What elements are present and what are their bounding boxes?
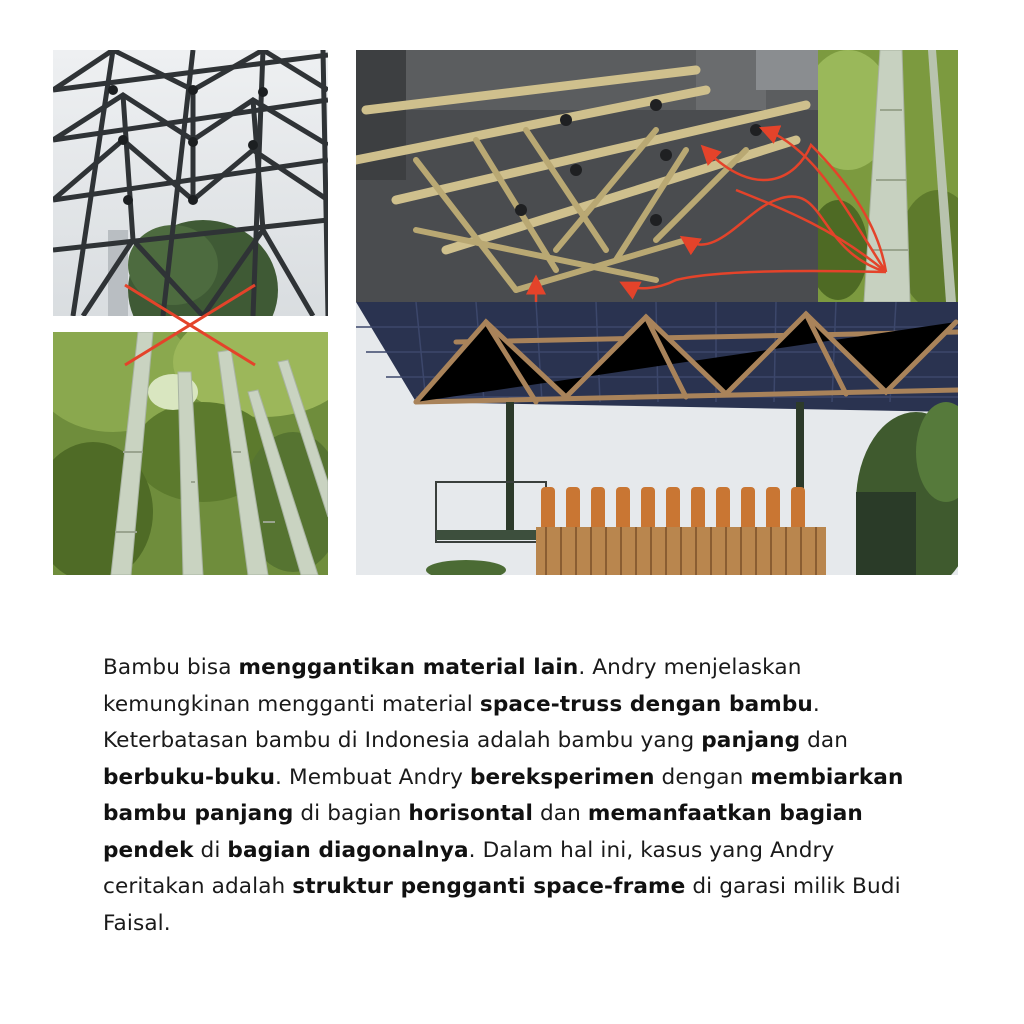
text-segment: . Membuat Andry [275,764,470,790]
bamboo-truss-model-photo [356,50,820,302]
text-segment: . Keterbatasan bambu di Indonesia adalah bambu yang [103,691,820,753]
steel-truss-photo [53,50,328,316]
bamboo-space-frame-garage-photo [356,302,958,575]
description-paragraph [103,650,933,942]
bold-phrase: struktur pengganti space-frame [292,874,686,899]
bold-phrase: horisontal [408,801,533,826]
text-segment: dengan [654,764,751,790]
bamboo-grove-photo [53,332,328,575]
bold-phrase: bagian diagonalnya [227,837,469,863]
bold-phrase: menggantikan material lain [238,655,579,680]
bold-phrase: panjang [701,728,801,753]
text-segment: dan [800,728,849,753]
bold-phrase: berbuku-buku [103,764,276,790]
bold-phrase: memanfaatkan bagian pendek [103,801,863,863]
text-segment: dan [532,801,588,826]
text-segment: di garasi milik Budi Faisal. [103,874,901,936]
bold-phrase: membiarkan bambu panjang [103,764,904,826]
text-segment: . Andry menjelaskan kemungkinan mengganti material [103,655,802,717]
text-segment: Bambu bisa [103,655,239,680]
text-segment: di [193,837,228,863]
bold-phrase: bereksperimen [469,764,655,790]
bamboo-stalk-photo [818,50,958,302]
bold-phrase: space-truss dengan bambu [479,691,813,717]
text-segment: di bagian [293,801,409,826]
text-segment: . Dalam hal ini, kasus yang Andry ceritakan adalah [103,837,835,899]
